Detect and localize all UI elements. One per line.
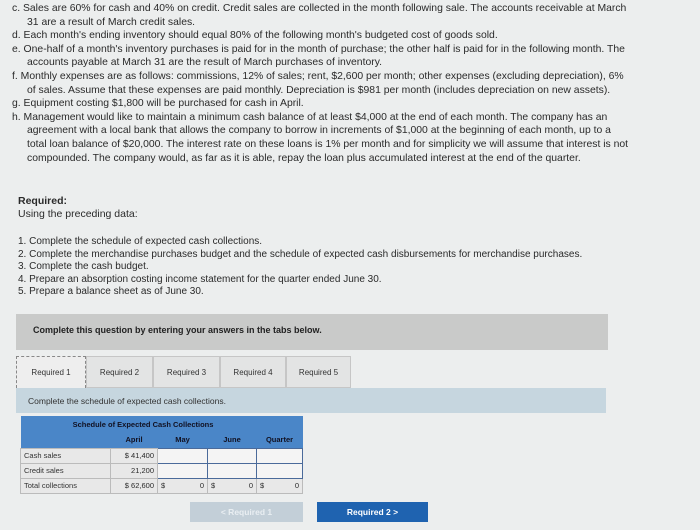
tab-required-3[interactable]: Required 3: [153, 356, 220, 388]
currency: $: [260, 481, 265, 490]
text-line: 31 are a result of March credit sales.: [27, 16, 196, 28]
total-may: [158, 478, 208, 493]
total-april: $ 62,600: [111, 478, 158, 493]
text-line: accounts payable at March 31 are the result of March purchases of inventory.: [27, 57, 383, 69]
task-item: 3. Complete the cash budget.: [18, 261, 149, 273]
credit-sales-april: 21,200: [111, 463, 158, 478]
credit-sales-quarter-input[interactable]: [257, 463, 303, 478]
tab-required-1[interactable]: Required 1: [16, 356, 86, 388]
row-label: Total collections: [21, 478, 111, 493]
prev-required-button[interactable]: < Required 1: [190, 502, 303, 522]
cash-sales-may-input[interactable]: [158, 448, 208, 463]
col-april: April: [111, 432, 158, 448]
text-line: of sales. Assume that these expenses are paid monthly. Depreciation is $981 per month (includes depreciation on new assets).: [27, 84, 611, 96]
col-quarter: Quarter: [257, 432, 303, 448]
value: 0: [248, 481, 253, 490]
required-intro: Using the preceding data:: [18, 208, 138, 220]
task-item: 4. Prepare an absorption costing income statement for the quarter ended June 30.: [18, 273, 382, 285]
problem-text: [12, 2, 692, 165]
total-june: [208, 478, 257, 493]
tab-required-5[interactable]: Required 5: [286, 356, 351, 388]
value: 0: [199, 481, 204, 490]
text-line: c. Sales are 60% for cash and 40% on credit. Credit sales are collected in the month following sale. The accounts receivable at March: [12, 3, 627, 14]
row-label: Cash sales: [21, 448, 111, 463]
cash-sales-june-input[interactable]: [208, 448, 257, 463]
tab-required-4[interactable]: Required 4: [220, 356, 286, 388]
tab-required-2[interactable]: Required 2: [86, 356, 153, 388]
table-title: Schedule of Expected Cash Collections: [21, 416, 303, 432]
tab-instruction: Complete the schedule of expected cash collections.: [28, 396, 226, 406]
task-item: 1. Complete the schedule of expected cash collections.: [18, 236, 263, 247]
tab-instruction-bar: [16, 388, 606, 413]
cash-collections-table: [20, 416, 303, 494]
text-line: e. One-half of a month's inventory purchases is paid for in the month of purchase; the other half is paid for in the following month. The: [12, 43, 625, 55]
currency: $: [211, 481, 216, 490]
task-list: [18, 236, 582, 299]
table-row-total: [21, 478, 303, 493]
col-may: May: [158, 432, 208, 448]
total-quarter: [257, 478, 303, 493]
text-line: f. Monthly expenses are as follows: commissions, 12% of sales; rent, $2,600 per month; other expenses (excluding depreciation), 6%: [12, 70, 624, 82]
header-blank: [21, 432, 111, 448]
credit-sales-may-input[interactable]: [158, 463, 208, 478]
cash-sales-quarter-input[interactable]: [257, 448, 303, 463]
text-line: g. Equipment costing $1,800 will be purchased for cash in April.: [12, 98, 304, 110]
task-item: 5. Prepare a balance sheet as of June 30.: [18, 286, 204, 298]
cash-sales-april: $ 41,400: [111, 448, 158, 463]
credit-sales-june-input[interactable]: [208, 463, 257, 478]
text-line: compounded. The company would, as far as it is able, repay the loan plus accumulated interest at the end of the quarter.: [27, 152, 581, 164]
instruction-text: Complete this question by entering your answers in the tabs below.: [33, 325, 322, 335]
value: 0: [294, 481, 299, 490]
col-june: June: [208, 432, 257, 448]
text-line: d. Each month's ending inventory should equal 80% of the following month's budgeted cost of goods sold.: [12, 30, 498, 42]
next-required-button[interactable]: Required 2 >: [317, 502, 428, 522]
table-row: [21, 463, 303, 478]
row-label: Credit sales: [21, 463, 111, 478]
text-line: agreement with a local bank that allows the company to borrow in increments of $1,000 at the beginning of each month, up to a: [27, 125, 611, 137]
text-line: total loan balance of $20,000. The interest rate on these loans is 1% per month and for simplicity we will assume that interest is not: [27, 138, 629, 150]
text-line: h. Management would like to maintain a minimum cash balance of at least $4,000 at the end of each month. The company has an: [12, 111, 608, 123]
required-heading: Required:: [18, 195, 68, 207]
table-row: [21, 448, 303, 463]
task-item: 2. Complete the merchandise purchases budget and the schedule of expected cash disbursements for merchandise purchases.: [18, 248, 583, 260]
currency: $: [161, 481, 166, 490]
instruction-box: [16, 314, 608, 350]
